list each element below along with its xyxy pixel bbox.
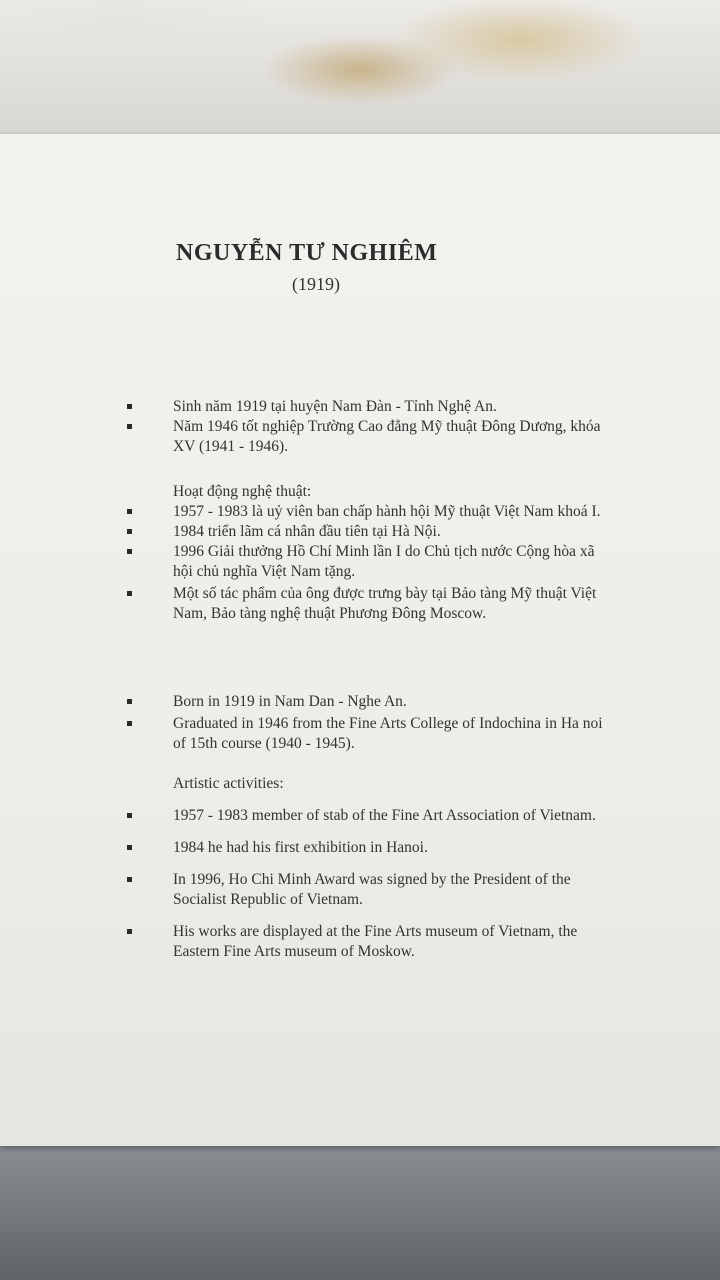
- en-activities-label-section: [0, 774, 720, 794]
- list-item: Năm 1946 tốt nghiệp Trường Cao đẳng Mỹ thuật Đông Dương, khóa XV (1941 - 1946).: [0, 417, 613, 457]
- list-item: 1996 Giải thưởng Hồ Chí Minh lần I do Chủ tịch nước Cộng hòa xã hội chủ nghĩa Việt Nam tặng.: [0, 542, 613, 582]
- en-bio-list: [0, 692, 720, 754]
- bullet-icon: [127, 529, 132, 534]
- bullet-icon: [127, 813, 132, 818]
- list-item: 1957 - 1983 là uỷ viên ban chấp hành hội Mỹ thuật Việt Nam khoá I.: [0, 502, 613, 522]
- list-item: Một số tác phẩm của ông được trưng bày tại Bảo tàng Mỹ thuật Việt Nam, Bảo tàng nghệ thuật Phương Đông Moscow.: [0, 584, 613, 624]
- bullet-icon: [127, 929, 132, 934]
- list-item: Graduated in 1946 from the Fine Arts College of Indochina in Ha noi of 15th course (1940 - 1945).: [0, 714, 613, 754]
- vi-activities-list: [0, 502, 720, 624]
- bullet-icon: [127, 877, 132, 882]
- list-item: Born in 1919 in Nam Dan - Nghe An.: [0, 692, 613, 712]
- vi-bio-list: [0, 397, 720, 457]
- artist-years: (1919): [292, 274, 340, 294]
- marble-background: [0, 0, 720, 140]
- vi-activities-label: Hoạt động nghệ thuật:: [173, 483, 312, 500]
- bullet-icon: [127, 404, 132, 409]
- en-activities-label: Artistic activities:: [173, 775, 284, 792]
- list-item: In 1996, Ho Chi Minh Award was signed by the President of the Socialist Republic of Vietnam.: [0, 870, 613, 910]
- list-item: 1984 triển lãm cá nhân đầu tiên tại Hà Nội.: [0, 522, 613, 542]
- bullet-icon: [127, 721, 132, 726]
- bullet-icon: [127, 591, 132, 596]
- vi-activities-label-section: [0, 482, 720, 502]
- list-item: 1984 he had his first exhibition in Hanoi.: [0, 838, 613, 858]
- page-title: NGUYỄN TƯ NGHIÊM: [176, 240, 438, 266]
- bullet-icon: [127, 699, 132, 704]
- list-item: 1957 - 1983 member of stab of the Fine Art Association of Vietnam.: [0, 806, 613, 826]
- bullet-icon: [127, 845, 132, 850]
- en-activities-list: [0, 806, 720, 962]
- table-surface: [0, 1146, 720, 1280]
- bullet-icon: [127, 509, 132, 514]
- bullet-icon: [127, 549, 132, 554]
- list-item: His works are displayed at the Fine Arts museum of Vietnam, the Eastern Fine Arts museum of Moskow.: [0, 922, 613, 962]
- book-page: [0, 134, 720, 1146]
- bullet-icon: [127, 424, 132, 429]
- list-item: Sinh năm 1919 tại huyện Nam Đàn - Tỉnh Nghệ An.: [0, 397, 613, 417]
